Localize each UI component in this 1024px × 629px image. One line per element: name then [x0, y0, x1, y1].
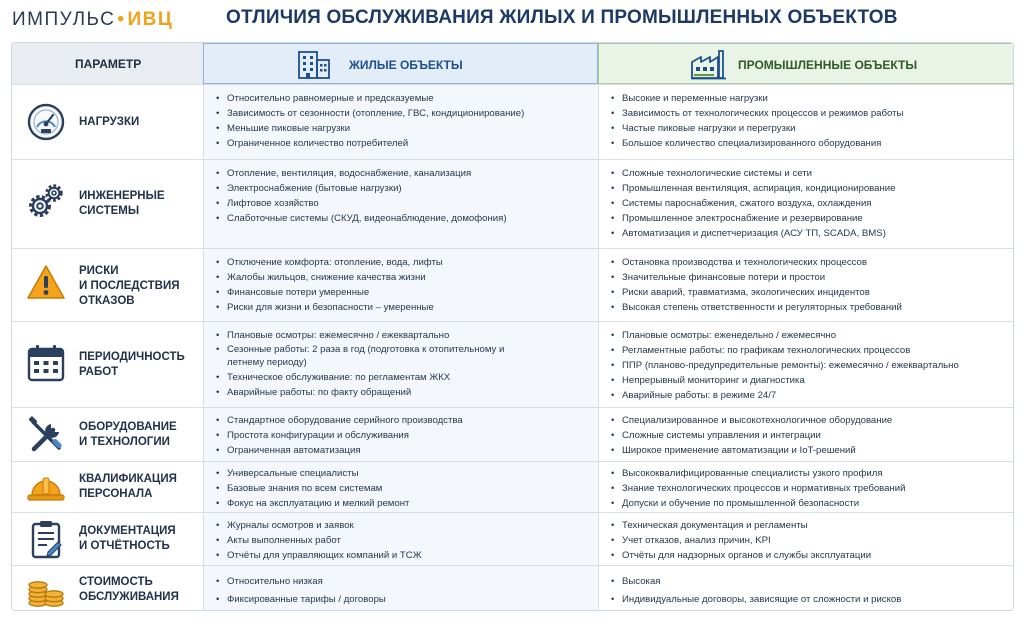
- residential-cell: [203, 322, 598, 407]
- top-bar: [0, 0, 1024, 40]
- header-param: ПАРАМЕТР: [75, 57, 142, 71]
- list-item: • Относительно равномерные и предсказуемые: [216, 91, 524, 106]
- list-item: • Сложные технологические системы и сети: [611, 166, 896, 181]
- header-industrial-cell: [598, 43, 1014, 84]
- param-cell: [12, 249, 203, 321]
- list-item: • Автоматизация и диспетчеризация (АСУ ТП, SCADA, BMS): [611, 226, 896, 241]
- param-label: РИСКИ И ПОСЛЕДСТВИЯ ОТКАЗОВ: [79, 265, 180, 307]
- list-item: • Отопление, вентиляция, водоснабжение, канализация: [216, 166, 507, 181]
- industrial-list: [611, 255, 902, 315]
- list-item: • Широкое применение автоматизации и IoT-решений: [611, 443, 892, 458]
- list-item: • Аварийные работы: по факту обращений: [216, 385, 516, 400]
- list-item: • Регламентные работы: по графикам технологических процессов: [611, 343, 959, 358]
- residential-cell: [203, 462, 598, 512]
- coins-icon: [26, 570, 66, 610]
- logo-part1: ИМПУЛЬС: [12, 9, 116, 30]
- residential-building-icon: [297, 48, 331, 80]
- header-industrial: ПРОМЫШЛЕННЫЕ ОБЪЕКТЫ: [738, 58, 918, 72]
- industrial-cell: [598, 408, 1014, 461]
- list-item: • Высокая: [611, 574, 901, 589]
- factory-icon: [690, 48, 728, 80]
- residential-list: [216, 574, 386, 607]
- industrial-cell: [598, 160, 1014, 248]
- list-item: • Остановка производства и технологических процессов: [611, 255, 902, 270]
- industrial-cell: [598, 566, 1014, 611]
- industrial-cell: [598, 462, 1014, 512]
- param-cell: [12, 513, 203, 565]
- param-label: СТОИМОСТЬ ОБСЛУЖИВАНИЯ: [79, 576, 179, 603]
- list-item: • Отчёты для надзорных органов и службы эксплуатации: [611, 548, 871, 563]
- tools-icon: [26, 415, 66, 455]
- list-item: • Базовые знания по всем системам: [216, 481, 409, 496]
- industrial-list: [611, 91, 903, 151]
- param-cell: [12, 566, 203, 611]
- table-row: [12, 84, 1014, 159]
- list-item: • Техническая документация и регламенты: [611, 518, 871, 533]
- param-cell: [12, 462, 203, 512]
- table-header-row: [12, 43, 1014, 84]
- list-item: • Непрерывный мониторинг и диагностика: [611, 373, 959, 388]
- industrial-list: [611, 328, 959, 403]
- header-residential-cell: [203, 43, 598, 84]
- list-item: • Аварийные работы: в режиме 24/7: [611, 388, 959, 403]
- list-item: • Ограниченное количество потребителей: [216, 136, 524, 151]
- list-item: • Ограниченная автоматизация: [216, 443, 463, 458]
- list-item: • Учет отказов, анализ причин, KPI: [611, 533, 871, 548]
- list-item: • Промышленная вентиляция, аспирация, кондиционирование: [611, 181, 896, 196]
- list-item: • Допуски и обучение по промышленной безопасности: [611, 496, 906, 511]
- industrial-cell: [598, 249, 1014, 321]
- warning-icon: [26, 263, 66, 303]
- industrial-list: [611, 166, 896, 241]
- list-item: • Плановые осмотры: ежемесячно / ежеквартально: [216, 328, 516, 343]
- param-label: ПЕРИОДИЧНОСТЬ РАБОТ: [79, 351, 185, 378]
- table-row: [12, 248, 1014, 321]
- residential-list: [216, 518, 422, 563]
- list-item: • Большое количество специализированного оборудования: [611, 136, 903, 151]
- list-item: • Высококвалифицированные специалисты узкого профиля: [611, 466, 906, 481]
- list-item: • Журналы осмотров и заявок: [216, 518, 422, 533]
- param-label: НАГРУЗКИ: [79, 116, 140, 128]
- residential-list: [216, 91, 524, 151]
- list-item: • Слаботочные системы (СКУД, видеонаблюдение, домофония): [216, 211, 507, 226]
- residential-cell: [203, 513, 598, 565]
- residential-list: [216, 255, 443, 315]
- list-item: • Знание технологических процессов и нормативных требований: [611, 481, 906, 496]
- gauge-icon: [26, 102, 66, 142]
- gears-icon: [26, 182, 66, 222]
- residential-list: [216, 166, 507, 226]
- list-item: • Финансовые потери умеренные: [216, 285, 443, 300]
- param-label: ДОКУМЕНТАЦИЯ И ОТЧЁТНОСТЬ: [79, 525, 176, 552]
- residential-cell: [203, 85, 598, 159]
- clipboard-icon: [26, 519, 66, 559]
- list-item: • Универсальные специалисты: [216, 466, 409, 481]
- list-item: • Сложные системы управления и интеграции: [611, 428, 892, 443]
- list-item: • Акты выполненных работ: [216, 533, 422, 548]
- list-item: • Электроснабжение (бытовые нагрузки): [216, 181, 507, 196]
- residential-cell: [203, 249, 598, 321]
- param-cell: [12, 160, 203, 248]
- comparison-table: [11, 42, 1014, 611]
- param-label: ИНЖЕНЕРНЫЕ СИСТЕМЫ: [79, 190, 165, 217]
- page-title: ОТЛИЧИЯ ОБСЛУЖИВАНИЯ ЖИЛЫХ И ПРОМЫШЛЕННЫХ ОБЪЕКТОВ: [226, 7, 898, 28]
- residential-list: [216, 413, 463, 458]
- table-row: [12, 159, 1014, 248]
- list-item: • Меньшие пиковые нагрузки: [216, 121, 524, 136]
- industrial-cell: [598, 85, 1014, 159]
- calendar-icon: [26, 343, 66, 383]
- industrial-cell: [598, 513, 1014, 565]
- logo-dot: •: [117, 9, 126, 30]
- list-item: • Риски для жизни и безопасности – умеренные: [216, 300, 443, 315]
- header-residential: ЖИЛЫЕ ОБЪЕКТЫ: [349, 58, 463, 72]
- list-item: • Сезонные работы: 2 раза в год (подготовка к отопительному и летнему периоду): [216, 343, 516, 369]
- list-item: • Плановые осмотры: еженедельно / ежемесячно: [611, 328, 959, 343]
- list-item: • ППР (планово-предупредительные ремонты): ежемесячно / ежеквартально: [611, 358, 959, 373]
- param-label: КВАЛИФИКАЦИЯ ПЕРСОНАЛА: [79, 473, 177, 500]
- residential-list: [216, 328, 516, 400]
- list-item: • Отчёты для управляющих компаний и ТСЖ: [216, 548, 422, 563]
- residential-cell: [203, 408, 598, 461]
- list-item: • Стандартное оборудование серийного производства: [216, 413, 463, 428]
- list-item: • Отключение комфорта: отопление, вода, лифты: [216, 255, 443, 270]
- list-item: • Риски аварий, травматизма, экологических инцидентов: [611, 285, 902, 300]
- residential-cell: [203, 160, 598, 248]
- param-label: ОБОРУДОВАНИЕ И ТЕХНОЛОГИИ: [79, 421, 177, 448]
- param-cell: [12, 408, 203, 461]
- list-item: • Системы пароснабжения, сжатого воздуха, охлаждения: [611, 196, 896, 211]
- list-item: • Техническое обслуживание: по регламентам ЖКХ: [216, 370, 516, 385]
- table-row: [12, 565, 1014, 611]
- list-item: • Зависимость от сезонности (отопление, ГВС, кондиционирование): [216, 106, 524, 121]
- param-cell: [12, 322, 203, 407]
- company-logo: [12, 9, 173, 31]
- list-item: • Жалобы жильцов, снижение качества жизни: [216, 270, 443, 285]
- residential-cell: [203, 566, 598, 611]
- list-item: • Простота конфигурации и обслуживания: [216, 428, 463, 443]
- industrial-cell: [598, 322, 1014, 407]
- list-item: • Индивидуальные договоры, зависящие от сложности и рисков: [611, 592, 901, 607]
- industrial-list: [611, 466, 906, 511]
- table-row: [12, 512, 1014, 565]
- list-item: • Фиксированные тарифы / договоры: [216, 592, 386, 607]
- list-item: • Специализированное и высокотехнологичное оборудование: [611, 413, 892, 428]
- list-item: • Значительные финансовые потери и простои: [611, 270, 902, 285]
- logo-part2: ИВЦ: [127, 9, 174, 30]
- industrial-list: [611, 413, 892, 458]
- list-item: • Высокая степень ответственности и регуляторных требований: [611, 300, 902, 315]
- table-row: [12, 321, 1014, 407]
- list-item: • Высокие и переменные нагрузки: [611, 91, 903, 106]
- table-row: [12, 407, 1014, 461]
- industrial-list: [611, 518, 871, 563]
- param-cell: [12, 85, 203, 159]
- residential-list: [216, 466, 409, 511]
- list-item: • Частые пиковые нагрузки и перегрузки: [611, 121, 903, 136]
- industrial-list: [611, 574, 901, 607]
- table-row: [12, 461, 1014, 512]
- list-item: • Фокус на эксплуатацию и мелкий ремонт: [216, 496, 409, 511]
- list-item: • Зависимость от технологических процессов и режимов работы: [611, 106, 903, 121]
- list-item: • Лифтовое хозяйство: [216, 196, 507, 211]
- hard-hat-icon: [26, 468, 66, 508]
- list-item: • Промышленное электроснабжение и резервирование: [611, 211, 896, 226]
- list-item: • Относительно низкая: [216, 574, 386, 589]
- header-param-cell: [12, 43, 203, 84]
